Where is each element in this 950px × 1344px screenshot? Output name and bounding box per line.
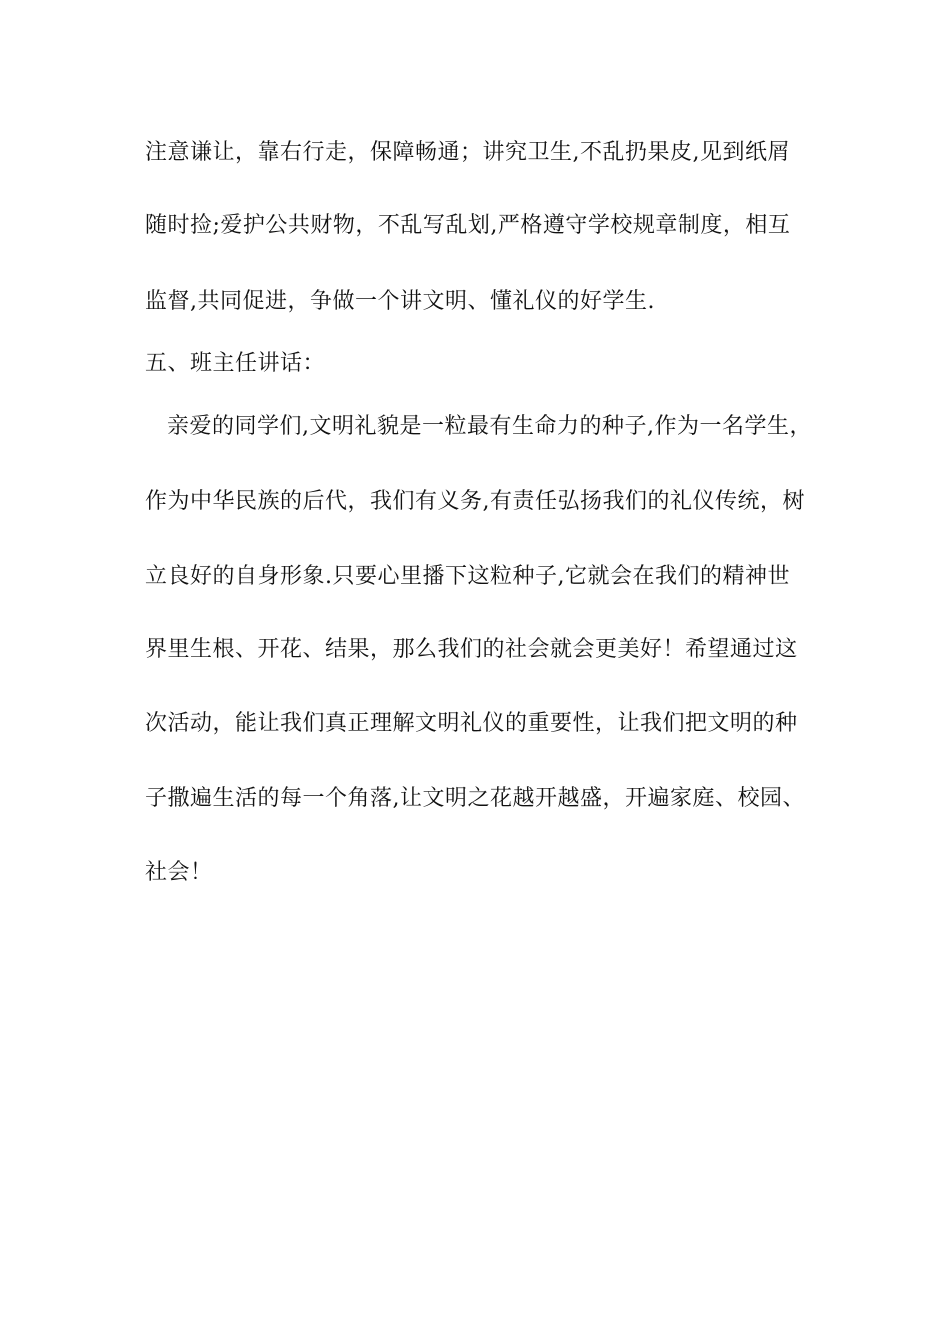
paragraph2-line-3: 立良好的自身形象.只要心里播下这粒种子,它就会在我们的精神世: [145, 564, 790, 589]
paragraph2-line-4: 界里生根、开花、结果，那么我们的社会就会更美好！希望通过这: [145, 637, 798, 662]
paragraph2-line-7: 社会！: [145, 860, 213, 885]
paragraph2-line-2: 作为中华民族的后代，我们有义务,有责任弘扬我们的礼仪传统，树: [145, 489, 805, 514]
paragraph1-line-3: 监督,共同促进，争做一个讲文明、懂礼仪的好学生.: [145, 289, 655, 314]
paragraph2-line-5: 次活动，能让我们真正理解文明礼仪的重要性，让我们把文明的种: [145, 711, 798, 736]
paragraph1-line-2: 随时捡;爱护公共财物，不乱写乱划,严格遵守学校规章制度，相互: [145, 213, 791, 238]
paragraph2-line-6: 子撒遍生活的每一个角落,让文明之花越开越盛，开遍家庭、校园、: [145, 786, 805, 811]
paragraph2-line-1: 亲爱的同学们,文明礼貌是一粒最有生命力的种子,作为一名学生，: [167, 414, 812, 439]
section-heading: 五、班主任讲话：: [145, 351, 326, 376]
paragraph1-line-1: 注意谦让，靠右行走，保障畅通；讲究卫生,不乱扔果皮,见到纸屑: [145, 140, 790, 165]
